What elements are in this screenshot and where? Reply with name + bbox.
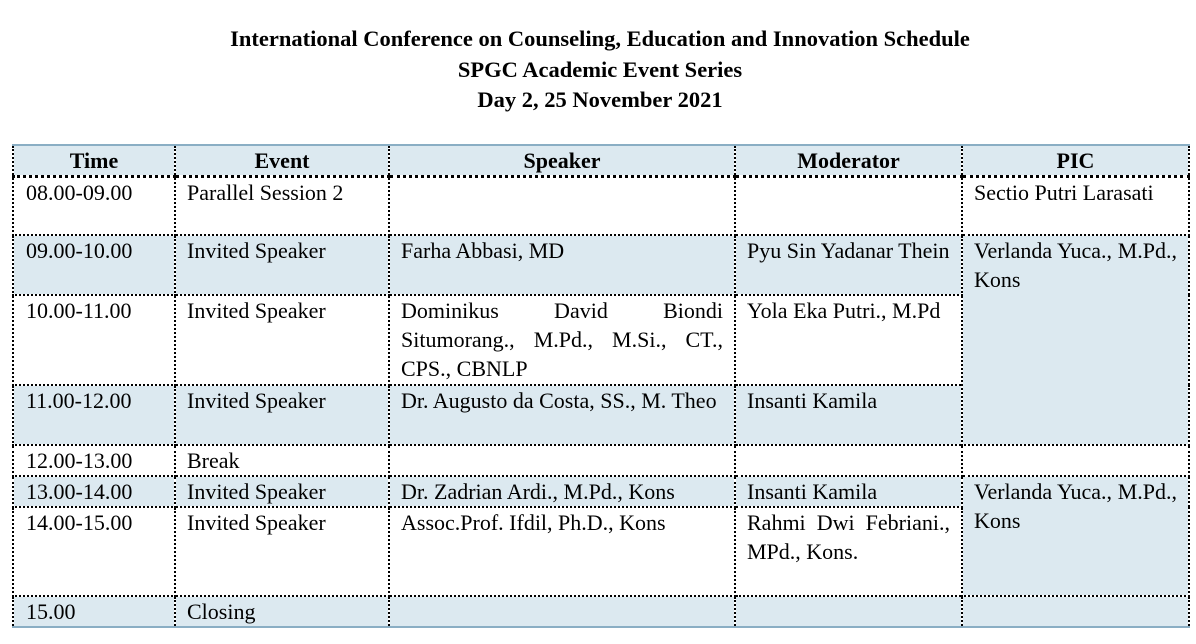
col-speaker-header: Speaker [389, 145, 735, 177]
event-cell: Closing [175, 596, 389, 627]
time-cell: 13.00-14.00 [13, 476, 175, 507]
time-cell: 10.00-11.00 [13, 295, 175, 385]
time-cell: 09.00-10.00 [13, 235, 175, 295]
moderator-cell: Yola Eka Putri., M.Pd [735, 295, 962, 385]
table-row [13, 596, 1189, 627]
speaker-cell [389, 596, 735, 627]
col-time-header: Time [13, 145, 175, 177]
speaker-cell: Dr. Zadrian Ardi., M.Pd., Kons [389, 476, 735, 507]
table-row [13, 177, 1189, 235]
time-cell: 15.00 [13, 596, 175, 627]
table-header-row [13, 145, 1189, 177]
moderator-cell: Insanti Kamila [735, 476, 962, 507]
col-pic-header: PIC [962, 145, 1189, 177]
speaker-cell: Assoc.Prof. Ifdil, Ph.D., Kons [389, 507, 735, 596]
speaker-cell: Dominikus David Biondi Situmorang., M.Pd., M.Si., CT., CPS., CBNLP [389, 295, 735, 385]
event-cell: Invited Speaker [175, 476, 389, 507]
speaker-cell [389, 445, 735, 476]
moderator-cell [735, 596, 962, 627]
moderator-cell: Insanti Kamila [735, 385, 962, 445]
series-subtitle: SPGC Academic Event Series [457, 56, 743, 82]
table-row [13, 476, 1189, 507]
pic-cell: Verlanda Yuca., M.Pd., Kons [962, 476, 1189, 596]
moderator-cell [735, 445, 962, 476]
table-row [13, 235, 1189, 295]
speaker-cell: Dr. Augusto da Costa, SS., M. Theo [389, 385, 735, 445]
event-cell: Break [175, 445, 389, 476]
col-moderator-header: Moderator [735, 145, 962, 177]
time-cell: 11.00-12.00 [13, 385, 175, 445]
pic-cell: Sectio Putri Larasati [962, 177, 1189, 235]
moderator-cell: Rahmi Dwi Febriani., MPd., Kons. [735, 507, 962, 596]
moderator-cell [735, 177, 962, 235]
event-cell: Invited Speaker [175, 385, 389, 445]
time-cell: 14.00-15.00 [13, 507, 175, 596]
event-cell: Invited Speaker [175, 507, 389, 596]
speaker-cell: Farha Abbasi, MD [389, 235, 735, 295]
time-cell: 12.00-13.00 [13, 445, 175, 476]
pic-cell: Verlanda Yuca., M.Pd., Kons [962, 235, 1189, 445]
schedule-table [12, 144, 1190, 628]
event-cell: Invited Speaker [175, 235, 389, 295]
document-header [0, 24, 1196, 116]
schedule-title: International Conference on Counseling, Education and Innovation Schedule [230, 26, 970, 51]
speaker-cell [389, 177, 735, 235]
event-cell: Invited Speaker [175, 295, 389, 385]
pic-cell [962, 445, 1189, 476]
moderator-cell: Pyu Sin Yadanar Thein [735, 235, 962, 295]
pic-cell [962, 596, 1189, 627]
time-cell: 08.00-09.00 [13, 177, 175, 235]
table-row [13, 445, 1189, 476]
event-cell: Parallel Session 2 [175, 177, 389, 235]
col-event-header: Event [175, 145, 389, 177]
day-date: Day 2, 25 November 2021 [477, 87, 723, 112]
